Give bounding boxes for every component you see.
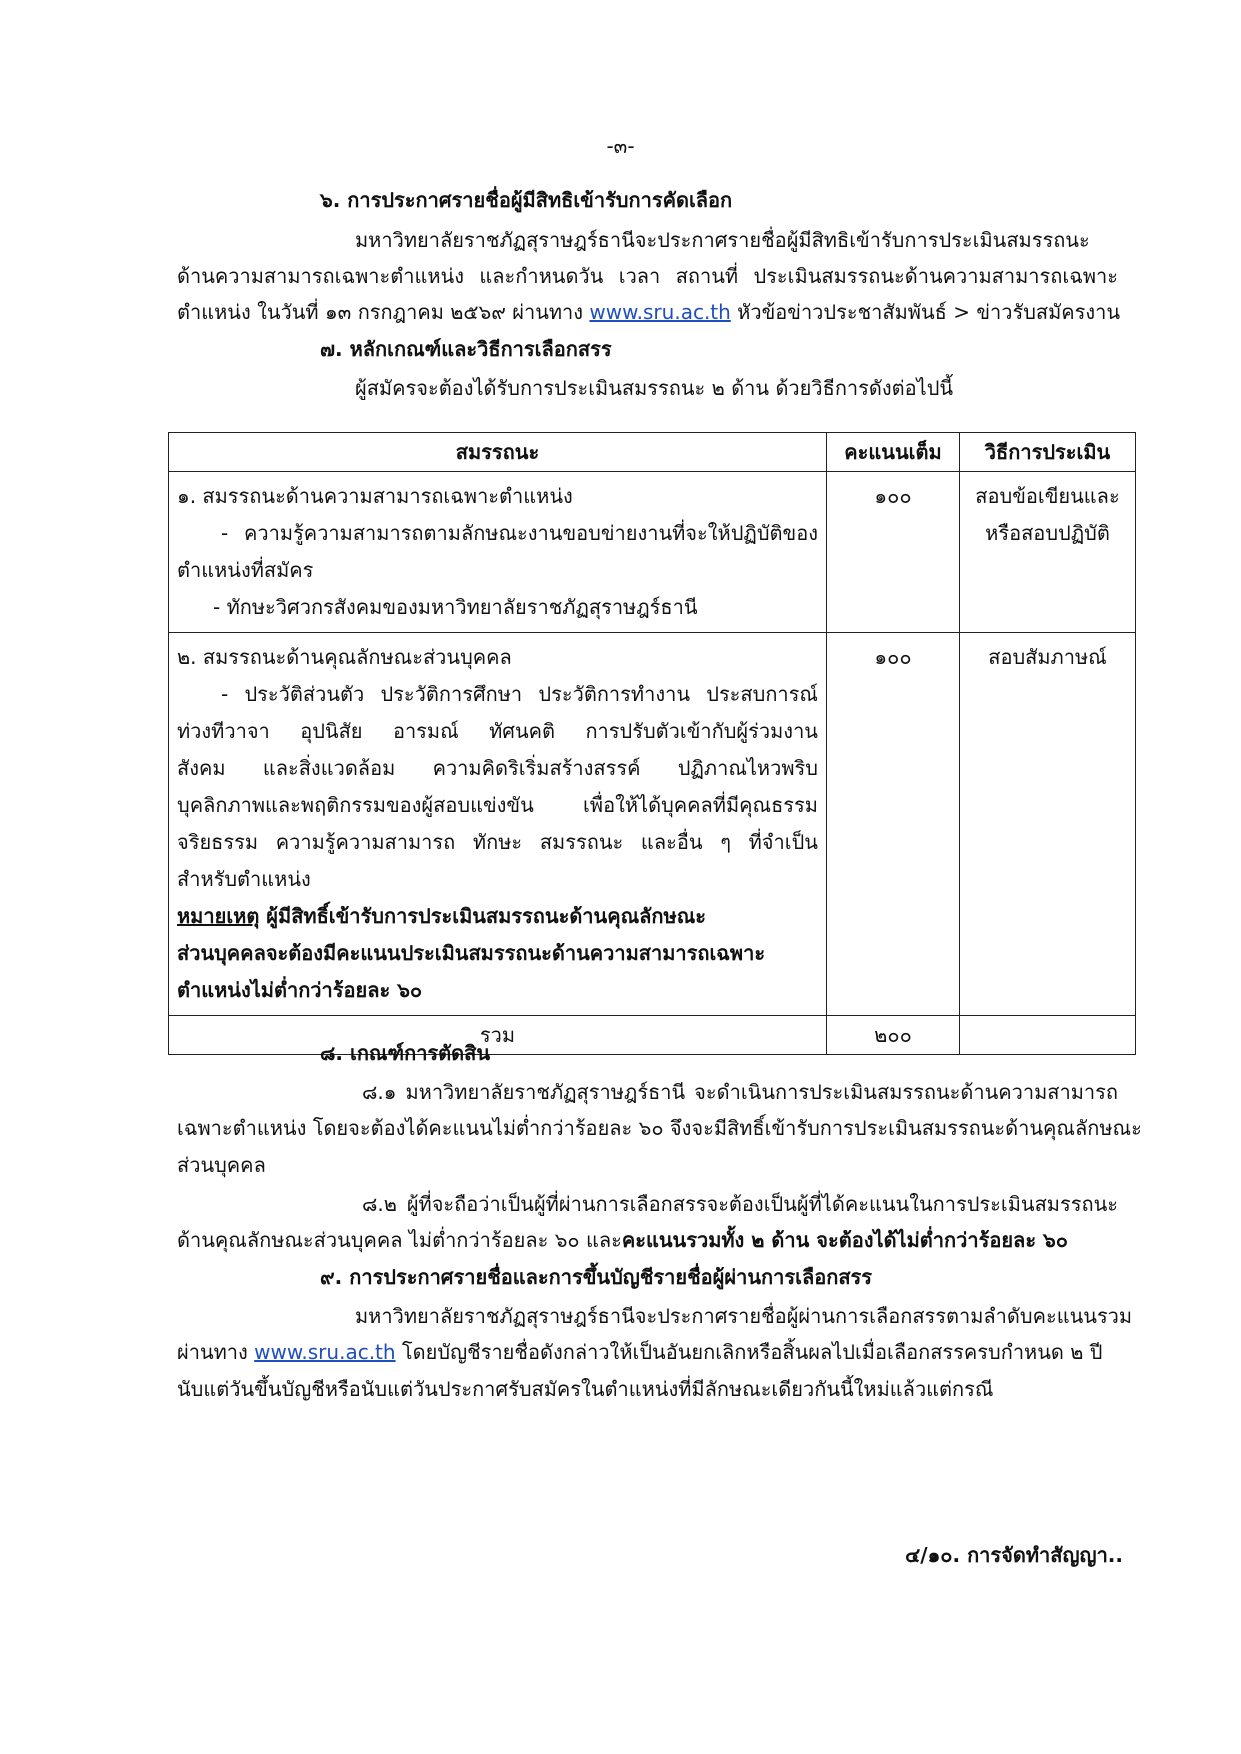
section-8-2-line-2 xyxy=(177,1226,1068,1254)
section-8-2-line-1: ๘.๒ ผู้ที่จะถือว่าเป็นผู้ที่ผ่านการเลือกสรรจะต้องเป็นผู้ที่ได้คะแนนในการประเมินสมรรถนะ xyxy=(362,1192,1118,1216)
table-row xyxy=(169,472,1136,633)
section-8-1-line-1: ๘.๑ มหาวิทยาลัยราชภัฏสุราษฎร์ธานี จะดำเนินการประเมินสมรรถนะด้านความสามารถ xyxy=(362,1080,1118,1104)
header-full-score: คะแนนเต็ม xyxy=(826,433,959,472)
section-6-line-3-tail: หัวข้อข่าวประชาสัมพันธ์ > ข่าวรับสมัครงาน xyxy=(730,300,1121,324)
row-1-method-2: หรือสอบปฏิบัติ xyxy=(985,521,1110,545)
row-2-note-3: ตำแหน่งไม่ต่ำกว่าร้อยละ ๖๐ xyxy=(177,978,423,1002)
total-score: ๒๐๐ xyxy=(826,1016,959,1055)
row-1-detail-2: - ทักษะวิศวกรสังคมของมหาวิทยาลัยราชภัฏสุราษฎร์ธานี xyxy=(213,595,698,619)
row-1-score: ๑๐๐ xyxy=(826,472,959,633)
competency-table xyxy=(168,432,1136,1055)
section-9-line-2 xyxy=(177,1338,1103,1366)
row-1-method-cell xyxy=(959,472,1135,633)
section-9-line-2-tail: โดยบัญชีรายชื่อดังกล่าวให้เป็นอันยกเลิกหรือสิ้นผลไปเมื่อเลือกสรรครบกำหนด ๒ ปี xyxy=(395,1340,1103,1364)
section-8-heading: ๘. เกณฑ์การตัดสิน xyxy=(320,1041,491,1065)
row-2-score: ๑๐๐ xyxy=(826,633,959,1016)
section-9-line-3: นับแต่วันขึ้นบัญชีหรือนับแต่วันประกาศรับสมัครในตำแหน่งที่มีลักษณะเดียวกันนี้ใหม่แล้วแต่กรณี xyxy=(177,1377,994,1401)
section-6-line-3-text: ตำแหน่ง ในวันที่ ๑๓ กรกฎาคม ๒๕๖๙ ผ่านทาง xyxy=(177,300,590,324)
section-7-heading: ๗. หลักเกณฑ์และวิธีการเลือกสรร xyxy=(320,337,612,361)
section-7-intro: ผู้สมัครจะต้องได้รับการประเมินสมรรถนะ ๒ ด้าน ด้วยวิธีการดังต่อไปนี้ xyxy=(355,376,954,400)
total-label: รวม xyxy=(169,1016,827,1055)
sru-website-link[interactable]: www.sru.ac.th xyxy=(254,1340,396,1364)
section-8-1-line-2: เฉพาะตำแหน่ง โดยจะต้องได้คะแนนไม่ต่ำกว่าร้อยละ ๖๐ จึงจะมีสิทธิ์เข้ารับการประเมินสมรรถนะด้านคุณลักษณะ xyxy=(177,1116,1142,1140)
table-row xyxy=(169,633,1136,1016)
table-total-row xyxy=(169,1016,1136,1055)
row-2-note-1 xyxy=(177,898,818,935)
section-9-line-2-text: ผ่านทาง xyxy=(177,1340,255,1364)
note-label: หมายเหตุ xyxy=(177,904,260,928)
row-1-detail-1b: ตำแหน่งที่สมัคร xyxy=(177,558,314,582)
row-1-detail-1a: - ความรู้ความสามารถตามลักษณะงานขอบข่ายงานที่จะให้ปฏิบัติของ xyxy=(221,521,818,545)
row-2-detail-6: สำหรับตำแหน่ง xyxy=(177,867,311,891)
section-8-1-line-3: ส่วนบุคคล xyxy=(177,1153,266,1177)
row-1-title: ๑. สมรรถนะด้านความสามารถเฉพาะตำแหน่ง xyxy=(177,484,573,508)
row-2-method: สอบสัมภาษณ์ xyxy=(959,633,1135,1016)
total-method-empty xyxy=(959,1016,1135,1055)
row-2-detail-3: สังคม และสิ่งแวดล้อม ความคิดริเริ่มสร้างสรรค์ ปฏิภาณไหวพริบ xyxy=(177,756,818,780)
section-9-line-1: มหาวิทยาลัยราชภัฏสุราษฎร์ธานีจะประกาศรายชื่อผู้ผ่านการเลือกสรรตามลำดับคะแนนรวม xyxy=(355,1304,1133,1328)
row-2-detail-4: บุคลิกภาพและพฤติกรรมของผู้สอบแข่งขัน เพื่อให้ได้บุคคลที่มีคุณธรรม xyxy=(177,793,818,817)
section-6-line-3 xyxy=(177,298,1121,326)
section-9-heading: ๙. การประกาศรายชื่อและการขึ้นบัญชีรายชื่อผู้ผ่านการเลือกสรร xyxy=(320,1265,873,1289)
header-competency: สมรรถนะ xyxy=(169,433,827,472)
row-2-detail-1: - ประวัติส่วนตัว ประวัติการศึกษา ประวัติการทำงาน ประสบการณ์ xyxy=(221,682,818,706)
competency-cell xyxy=(169,633,827,1016)
row-2-note-2: ส่วนบุคคลจะต้องมีคะแนนประเมินสมรรถนะด้านความสามารถเฉพาะ xyxy=(177,941,766,965)
sru-website-link[interactable]: www.sru.ac.th xyxy=(589,300,731,324)
note-text-1: ผู้มีสิทธิ์เข้ารับการประเมินสมรรถนะด้านคุณลักษณะ xyxy=(259,904,706,928)
section-6-line-2: ด้านความสามารถเฉพาะตำแหน่ง และกำหนดวัน เวลา สถานที่ ประเมินสมรรถนะด้านความสามารถเฉพาะ xyxy=(177,264,1118,288)
next-page-continuation: ๔/๑๐. การจัดทำสัญญา.. xyxy=(905,1543,1123,1567)
section-6-heading: ๖. การประกาศรายชื่อผู้มีสิทธิเข้ารับการคัดเลือก xyxy=(320,188,733,212)
competency-cell xyxy=(169,472,827,633)
section-6-line-1: มหาวิทยาลัยราชภัฏสุราษฎร์ธานีจะประกาศรายชื่อผู้มีสิทธิเข้ารับการประเมินสมรรถนะ xyxy=(355,228,1090,252)
page-number: -๓- xyxy=(606,134,635,158)
header-method: วิธีการประเมิน xyxy=(959,433,1135,472)
row-1-method-1: สอบข้อเขียนและ xyxy=(975,484,1120,508)
row-2-detail-5: จริยธรรม ความรู้ความสามารถ ทักษะ สมรรถนะ และอื่น ๆ ที่จำเป็น xyxy=(177,830,818,854)
row-2-title: ๒. สมรรถนะด้านคุณลักษณะส่วนบุคคล xyxy=(177,645,512,669)
row-2-detail-2: ท่วงทีวาจา อุปนิสัย อารมณ์ ทัศนคติ การปรับตัวเข้ากับผู้ร่วมงาน xyxy=(177,719,818,743)
section-8-2-line-2-bold: คะแนนรวมทั้ง ๒ ด้าน จะต้องได้ไม่ต่ำกว่าร้อยละ ๖๐ xyxy=(621,1228,1068,1252)
section-8-2-line-2-text: ด้านคุณลักษณะส่วนบุคคล ไม่ต่ำกว่าร้อยละ ๖๐ และ xyxy=(177,1228,622,1252)
table-header-row xyxy=(169,433,1136,472)
